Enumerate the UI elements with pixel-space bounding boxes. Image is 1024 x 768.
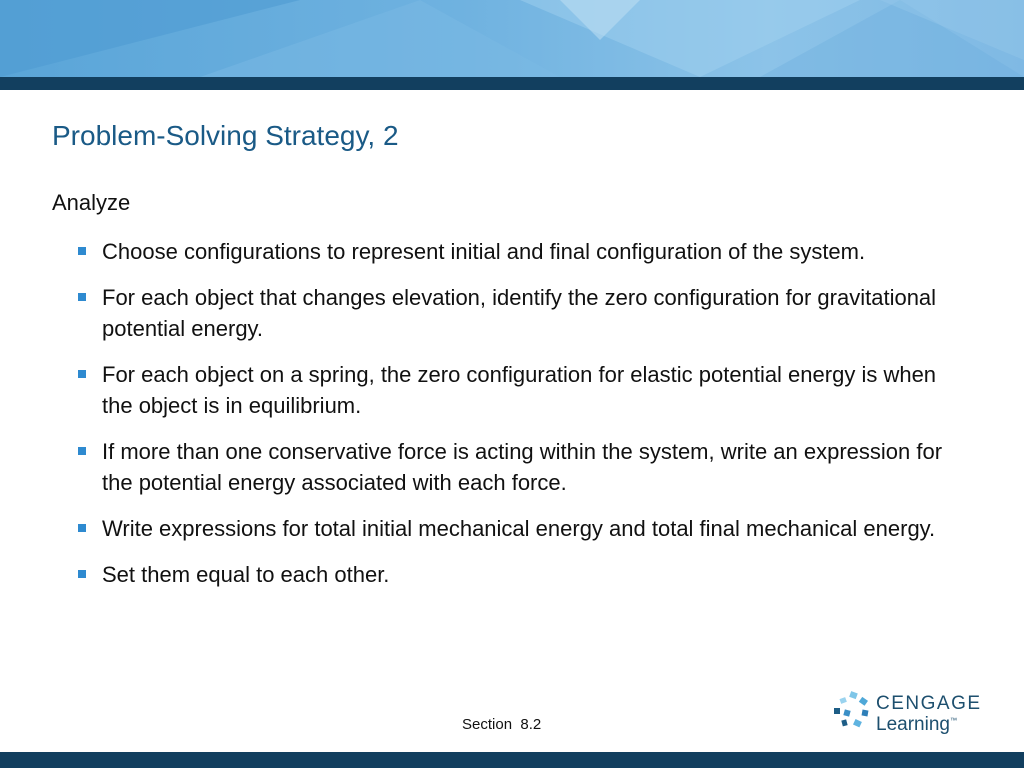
square-bullet-icon <box>78 524 86 532</box>
logo-wordmark-top: CENGAGE <box>876 693 982 714</box>
square-bullet-icon <box>78 370 86 378</box>
bullet-item <box>78 436 948 498</box>
square-bullet-icon <box>78 247 86 255</box>
bullet-item <box>78 559 948 590</box>
bullet-text: For each object that changes elevation, identify the zero configuration for gravitational potential energy. <box>102 285 937 341</box>
logo-wordmark-learning: Learning <box>876 714 950 735</box>
bullet-item <box>78 282 948 344</box>
bullet-item <box>78 513 948 544</box>
header-banner <box>0 0 1024 77</box>
bullet-text: If more than one conservative force is acting within the system, write an expression for the potential energy associated with each force. <box>102 439 943 495</box>
header-rule <box>0 77 1024 90</box>
bullet-text: Set them equal to each other. <box>102 562 390 587</box>
bullet-text: For each object on a spring, the zero configuration for elastic potential energy is when the object is in equilibrium. <box>102 362 937 418</box>
bullet-item <box>78 359 948 421</box>
logo-trademark: ™ <box>949 717 957 725</box>
banner-decoration <box>0 0 1024 77</box>
footer-section-label: Section 8.2 <box>462 716 542 733</box>
cengage-logo <box>832 690 982 740</box>
square-bullet-icon <box>78 293 86 301</box>
section-heading: Analyze <box>52 190 131 215</box>
bullet-text: Write expressions for total initial mechanical energy and total final mechanical energy. <box>102 516 936 541</box>
slide-title: Problem-Solving Strategy, 2 <box>52 120 399 151</box>
cengage-logo-icon <box>832 690 872 730</box>
bullet-list <box>78 236 948 605</box>
bullet-text: Choose configurations to represent initial and final configuration of the system. <box>102 239 866 264</box>
square-bullet-icon <box>78 447 86 455</box>
footer-rule <box>0 752 1024 768</box>
bullet-item <box>78 236 948 267</box>
logo-wordmark-bottom <box>876 714 957 736</box>
square-bullet-icon <box>78 570 86 578</box>
